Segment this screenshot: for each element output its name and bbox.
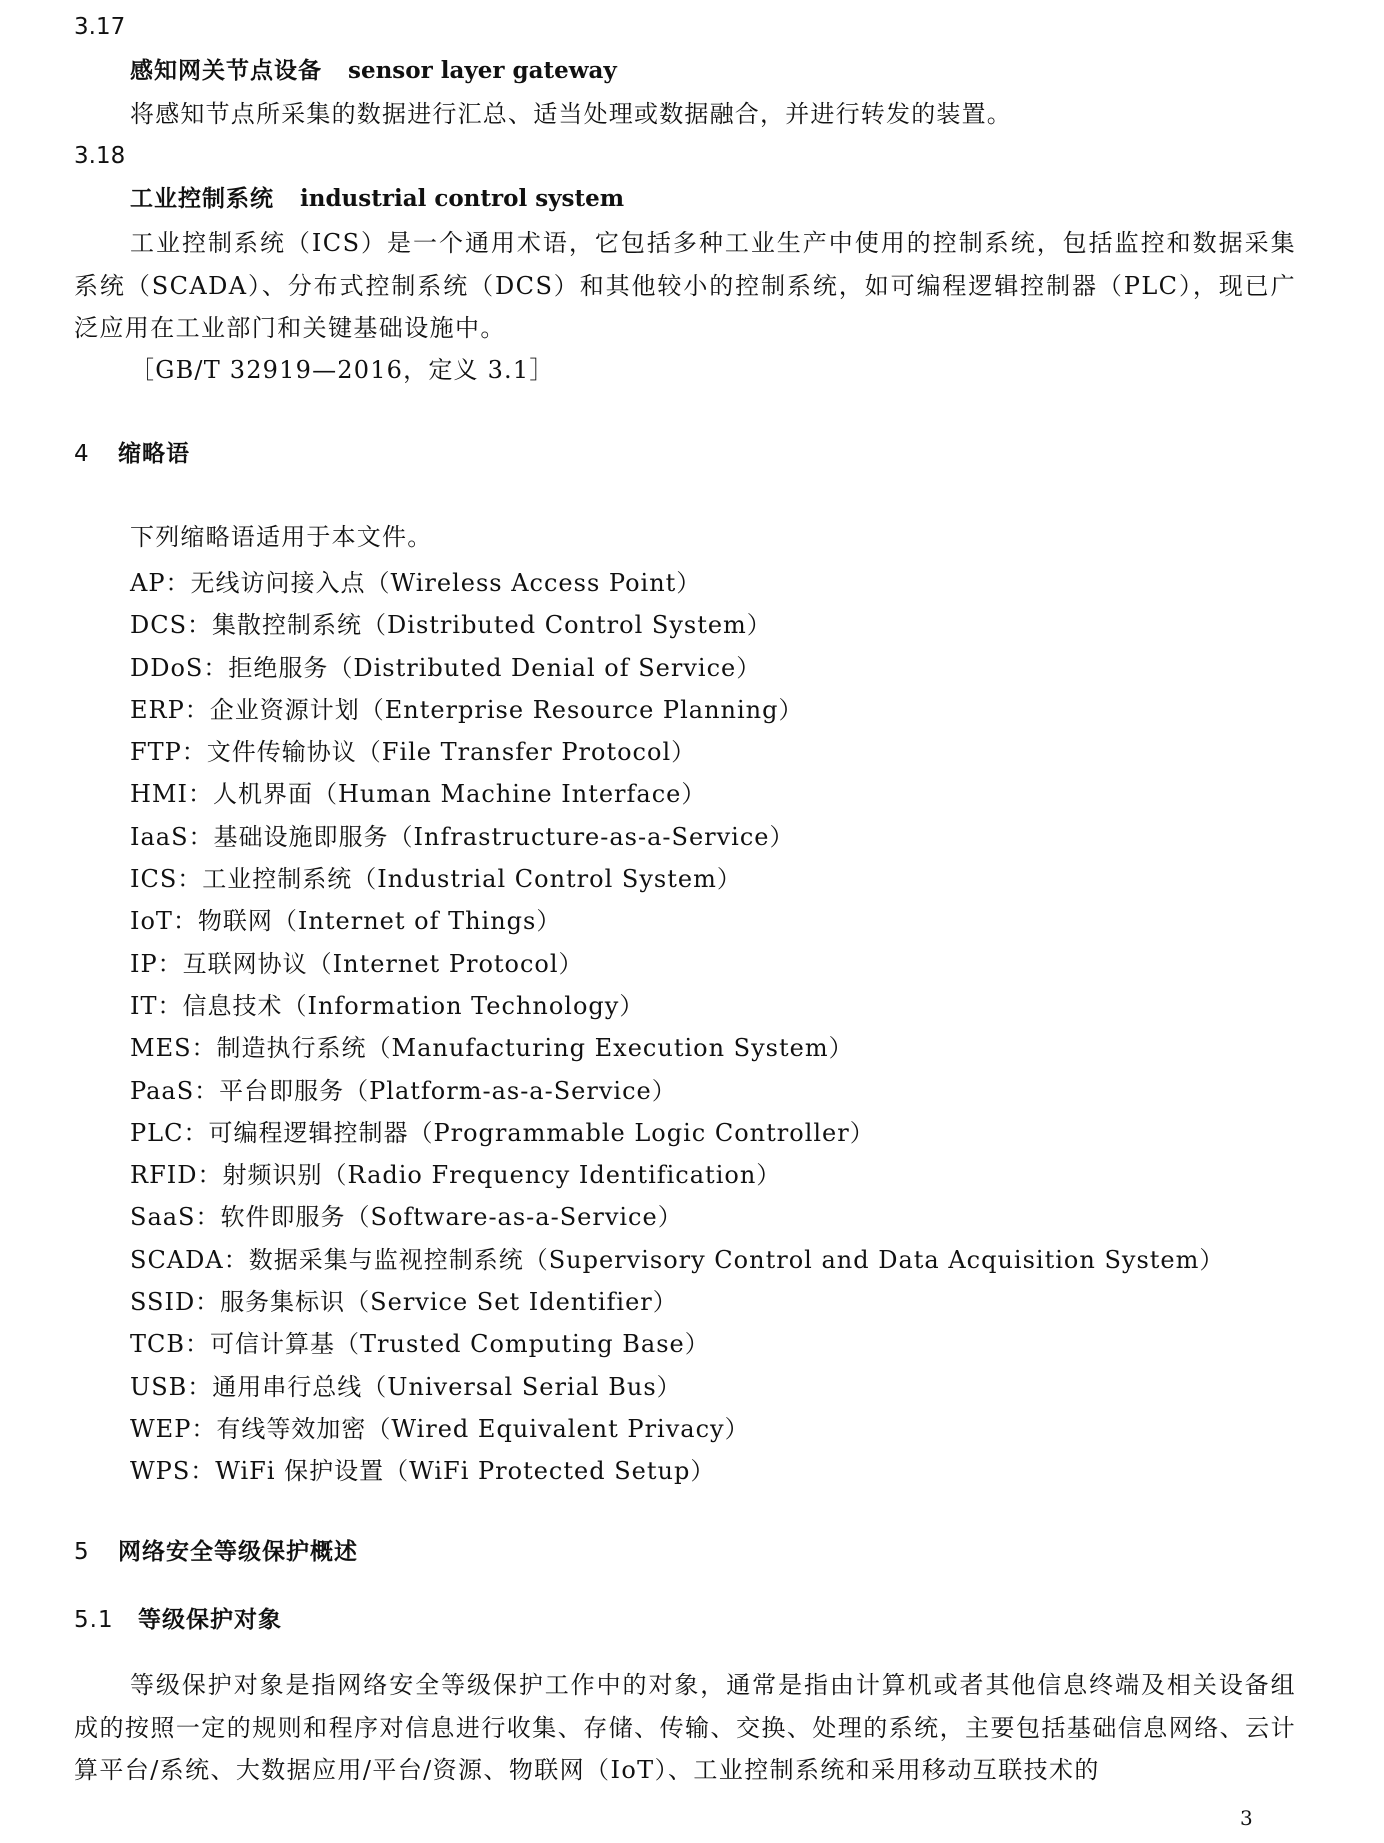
definition-source-3-18: ［GB/T 32919—2016，定义 3.1］ — [130, 356, 555, 384]
definition-3-18: 工业控制系统（ICS）是一个通用术语，它包括多种工业生产中使用的控制系统，包括监控和数据采集系统（SCADA）、分布式控制系统（DCS）和其他较小的控制系统，如可编程逻辑控制器（PLC），现已广泛应用在工业部门和关键基础设施中。 — [74, 229, 1296, 342]
term-zh: 感知网关节点设备 — [130, 58, 322, 84]
list-item: ICS：工业控制系统（Industrial Control System） — [130, 865, 742, 894]
list-item: USB：通用串行总线（Universal Serial Bus） — [130, 1372, 682, 1401]
definition-3-17: 将感知节点所采集的数据进行汇总、适当处理或数据融合，并进行转发的装置。 — [130, 100, 1012, 128]
section-title: 网络安全等级保护概述 — [118, 1539, 358, 1565]
section-heading-5-1 — [74, 1605, 282, 1635]
list-item: MES：制造执行系统（Manufacturing Execution System） — [130, 1034, 854, 1063]
term-zh: 工业控制系统 — [130, 186, 274, 212]
section-number: 5.1 — [74, 1607, 114, 1633]
list-item: RFID：射频识别（Radio Frequency Identification） — [130, 1161, 782, 1190]
term-en: industrial control system — [300, 185, 625, 212]
clause-number-3-18: 3.18 — [74, 143, 126, 169]
abbreviations-intro: 下列缩略语适用于本文件。 — [130, 523, 433, 551]
term-en: sensor layer gateway — [348, 57, 617, 84]
list-item: DDoS：拒绝服务（Distributed Denial of Service） — [130, 653, 762, 682]
list-item: AP：无线访问接入点（Wireless Access Point） — [130, 569, 702, 597]
section-5-1-body: 等级保护对象是指网络安全等级保护工作中的对象，通常是指由计算机或者其他信息终端及相关设备组成的按照一定的规则和程序对信息进行收集、存储、传输、交换、处理的系统，主要包括基础信息网络、云计算平台/系统、大数据应用/平台/资源、物联网（IoT）、工业控制系统和采用移动互联技术的 — [74, 1671, 1296, 1784]
list-item: WEP：有线等效加密（Wired Equivalent Privacy） — [130, 1414, 750, 1443]
section-heading-4 — [74, 439, 190, 469]
list-item: IoT：物联网（Internet of Things） — [130, 907, 562, 936]
term-heading-3-18 — [130, 184, 624, 214]
list-item: SCADA：数据采集与监视控制系统（Supervisory Control and Data Acquisition System） — [130, 1245, 1225, 1274]
list-item: PaaS：平台即服务（Platform-as-a-Service） — [130, 1076, 677, 1105]
clause-number-3-17: 3.17 — [74, 14, 126, 40]
list-item: IaaS：基础设施即服务（Infrastructure-as-a-Service） — [130, 822, 795, 851]
term-heading-3-17 — [130, 56, 617, 86]
list-item: PLC：可编程逻辑控制器（Programmable Logic Controller） — [130, 1118, 875, 1147]
abbreviation-list — [130, 562, 1224, 1493]
list-item: DCS：集散控制系统（Distributed Control System） — [130, 611, 772, 640]
list-item: SaaS：软件即服务（Software-as-a-Service） — [130, 1203, 683, 1232]
list-item: HMI：人机界面（Human Machine Interface） — [130, 780, 707, 809]
list-item: FTP：文件传输协议（File Transfer Protocol） — [130, 738, 697, 767]
list-item: TCB：可信计算基（Trusted Computing Base） — [130, 1330, 710, 1359]
list-item: WPS：WiFi 保护设置（WiFi Protected Setup） — [130, 1457, 716, 1486]
page-number: 3 — [1240, 1806, 1253, 1830]
section-heading-5 — [74, 1537, 358, 1567]
list-item: IT：信息技术（Information Technology） — [130, 991, 645, 1020]
section-title: 等级保护对象 — [138, 1607, 282, 1633]
list-item: IP：互联网协议（Internet Protocol） — [130, 949, 584, 978]
list-item: SSID：服务集标识（Service Set Identifier） — [130, 1288, 678, 1317]
section-title: 缩略语 — [118, 441, 190, 467]
section-number: 4 — [74, 441, 90, 467]
section-number: 5 — [74, 1539, 90, 1565]
list-item: ERP：企业资源计划（Enterprise Resource Planning） — [130, 695, 804, 724]
